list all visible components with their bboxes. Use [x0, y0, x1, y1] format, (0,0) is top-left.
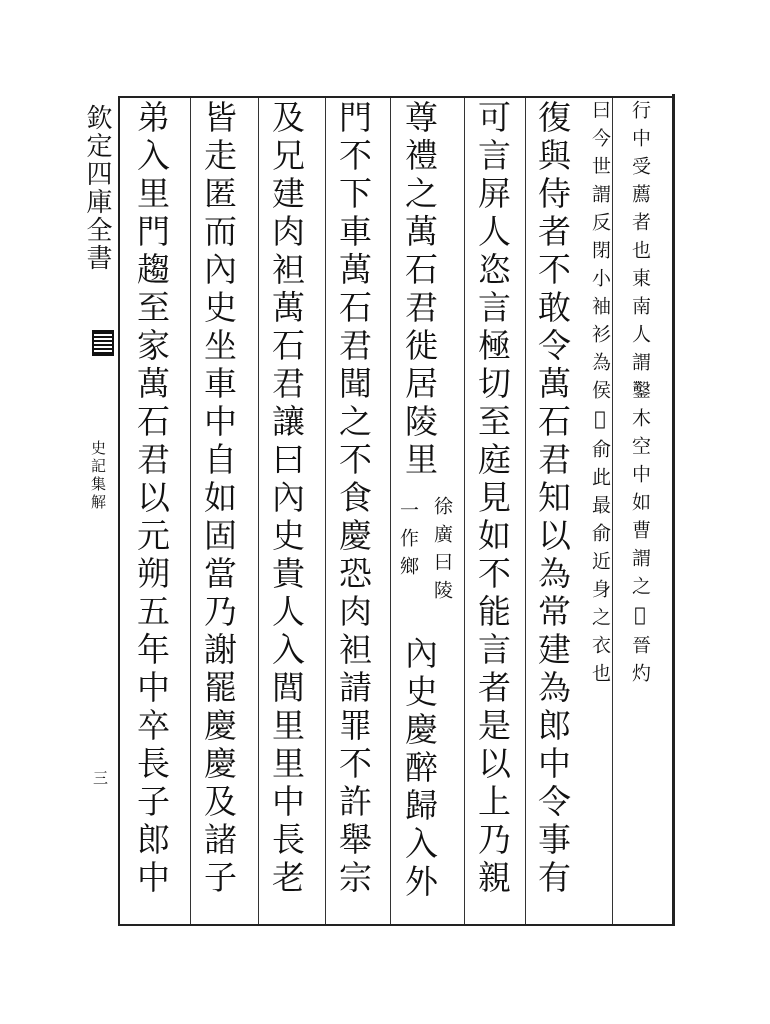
text-column: 皆走匿而內史坐車中自如固當乃謝罷慶慶及諸子: [199, 100, 238, 898]
column-rule: [390, 98, 391, 924]
fishtail-mark: [92, 330, 114, 356]
margin-page-number: 三: [91, 770, 109, 788]
text-column: 及兄建肉袒萬石君讓曰內史貴人入閭里里中長老: [267, 100, 306, 898]
frame-bottom-border: [118, 924, 674, 926]
frame-top-border: [118, 96, 674, 98]
column-rule: [612, 98, 613, 924]
text-column-note: 行中受薦者也東南人謂鑿木空中如曹謂之𥨊晉灼: [629, 100, 651, 691]
text-column-note: 曰今世謂反閉小袖衫為侯𥨊俞此最俞近身之衣也: [589, 100, 611, 691]
text-column: 弟入里門趨至家萬石君以元朔五年中卒長子郎中: [132, 100, 171, 898]
text-column: 尊禮之萬石君徙居陵里: [400, 100, 439, 480]
column-rule: [464, 98, 465, 924]
column-rule: [525, 98, 526, 924]
text-column: 可言屏人恣言極切至庭見如不能言者是以上乃親: [473, 100, 512, 898]
margin-book-title: 史記集解: [89, 440, 107, 512]
text-column-note: 一作鄉: [397, 500, 419, 584]
column-rule: [258, 98, 259, 924]
text-column: 內史慶醉歸入外: [400, 636, 439, 902]
column-rule: [190, 98, 191, 924]
text-column: 復與侍者不敢令萬石君知以為常建為郎中令事有: [533, 100, 572, 898]
frame-right-border: [672, 94, 675, 926]
margin-collection-title: 欽定四庫全書: [82, 104, 112, 272]
text-column-note: 徐廣曰陵: [431, 496, 453, 608]
frame-left-border: [118, 96, 120, 926]
text-column: 門不下車萬石君聞之不食慶恐肉袒請罪不許舉宗: [334, 100, 373, 898]
column-rule: [325, 98, 326, 924]
